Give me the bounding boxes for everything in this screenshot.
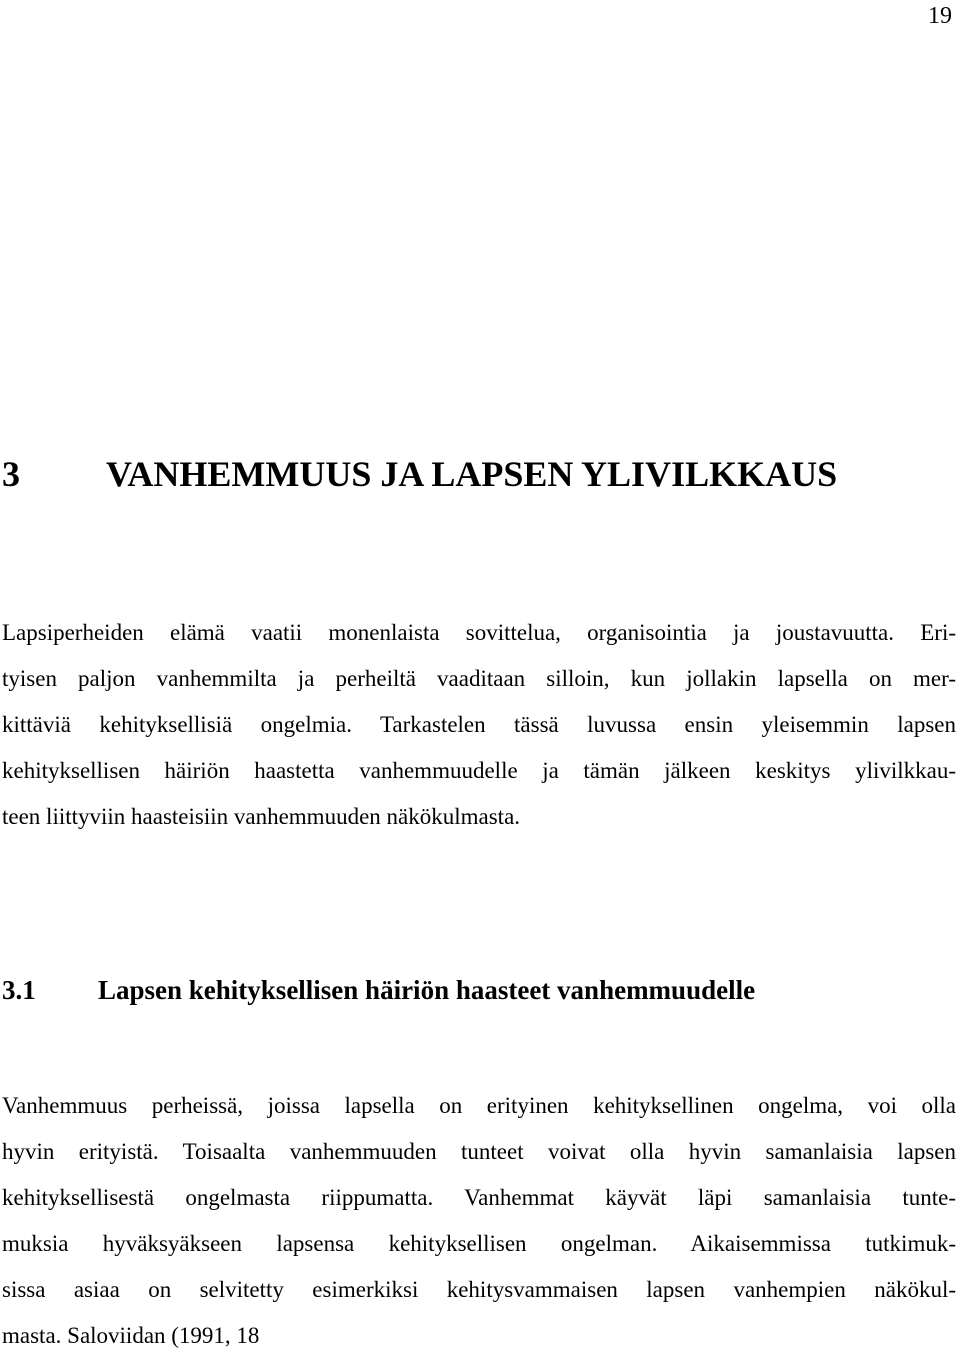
paragraph-line: kehityksellisestä ongelmasta riippumatta. Vanhemmat käyvät läpi samanlaisia tunte-: [2, 1185, 956, 1210]
page-number: 19: [928, 3, 952, 29]
section-heading: [2, 972, 755, 1008]
paragraph-line: hyvin erityistä. Toisaalta vanhemmuuden tunteet voivat olla hyvin samanlaisia lapsen: [2, 1139, 956, 1164]
paragraph-line: Lapsiperheiden elämä vaatii monenlaista sovittelua, organisointia ja joustavuutta. Eri-: [2, 620, 956, 645]
chapter-heading: [2, 452, 837, 496]
section-title: Lapsen kehityksellisen häiriön haasteet vanhemmuudelle: [98, 975, 756, 1005]
paragraph-line: masta. Saloviidan (1991, 18: [2, 1323, 260, 1348]
paragraph-line: tyisen paljon vanhemmilta ja perheiltä vaaditaan silloin, kun jollakin lapsella on mer-: [2, 666, 956, 691]
section-number: 3.1: [2, 975, 36, 1005]
chapter-title: VANHEMMUUS JA LAPSEN YLIVILKKAUS: [106, 454, 838, 494]
intro-paragraph: [2, 610, 956, 840]
paragraph-line: teen liittyviin haasteisiin vanhemmuuden näkökulmasta.: [2, 804, 521, 829]
paragraph-line: Vanhemmuus perheissä, joissa lapsella on erityinen kehityksellinen ongelma, voi olla: [2, 1093, 956, 1118]
chapter-number: 3: [2, 454, 20, 494]
paragraph-line: kittäviä kehityksellisiä ongelmia. Tarkastelen tässä luvussa ensin yleisemmin lapsen: [2, 712, 956, 737]
paragraph-line: sissa asiaa on selvitetty esimerkiksi kehitysvammaisen lapsen vanhempien näkökul-: [2, 1277, 956, 1302]
paragraph-line: muksia hyväksyäkseen lapsensa kehityksellisen ongelman. Aikaisemmissa tutkimuk-: [2, 1231, 956, 1256]
section-paragraph: [2, 1083, 956, 1359]
paragraph-line: kehityksellisen häiriön haastetta vanhemmuudelle ja tämän jälkeen keskitys ylivilkkau-: [2, 758, 956, 783]
